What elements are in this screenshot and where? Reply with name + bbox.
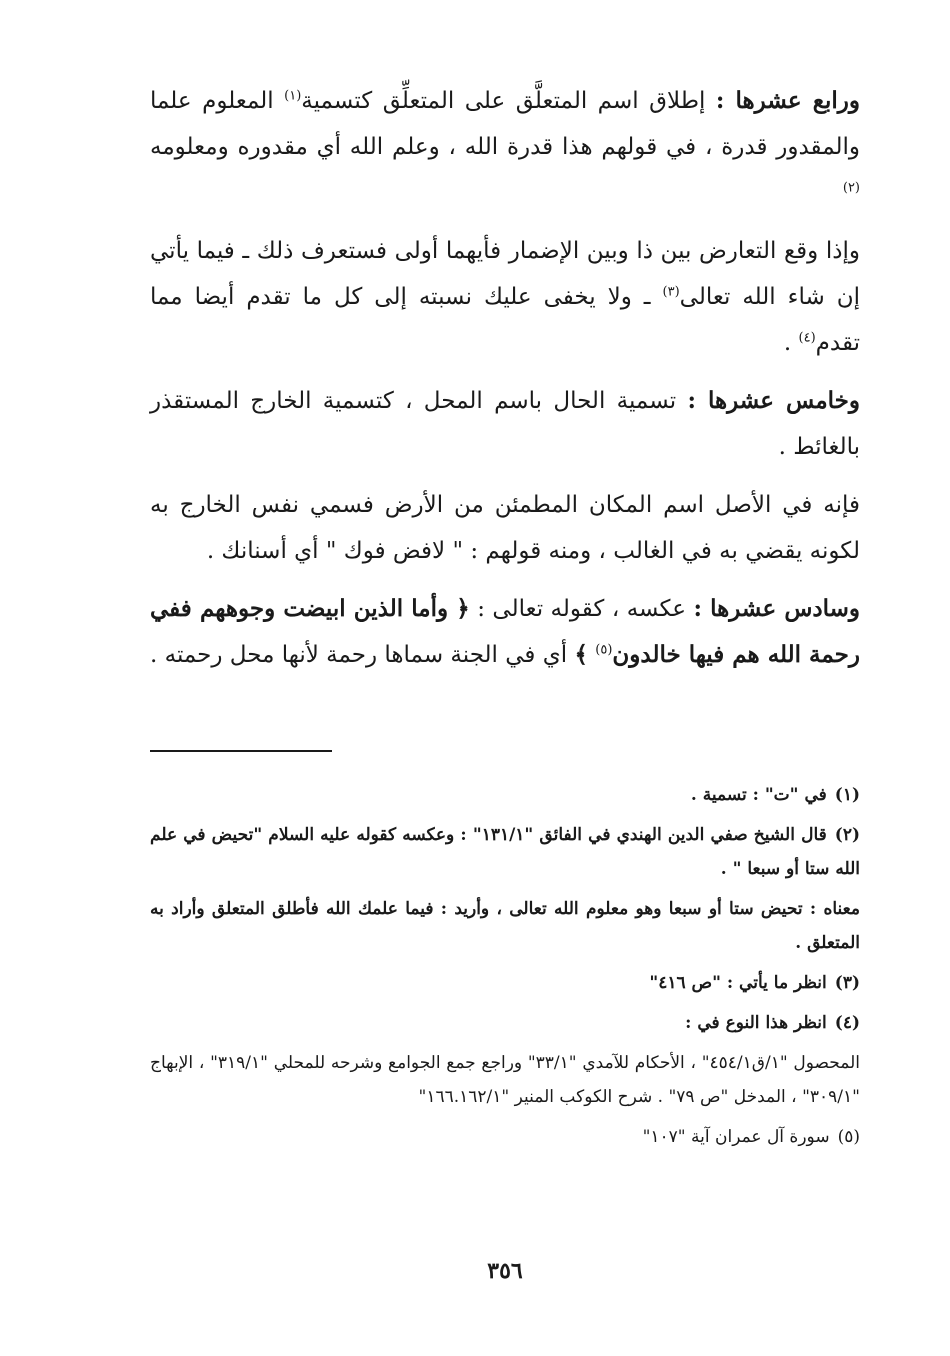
footnote-1 — [150, 778, 860, 812]
paragraph-text: وإذا وقع التعارض بين ذا وبين الإضمار فأيهما أولى فستعرف ذلك ـ فيما يأتي إن شاء الله تعالى — [150, 238, 860, 310]
footnote-ref: (٥) — [595, 642, 613, 658]
footnote-3 — [150, 966, 860, 1000]
footnote-text: في "ت" : تسمية . — [690, 785, 827, 805]
paragraph-1 — [150, 78, 860, 216]
footnote-divider — [150, 750, 332, 752]
footnote-ref: (٢) — [842, 180, 860, 196]
footnote-text: انظر هذا النوع في : — [685, 1013, 827, 1033]
quran-quote: ﴿ وأما الذين ابيضت وجوههم ففي رحمة الله هم فيها خالدون — [150, 595, 860, 668]
footnote-number: (١) — [834, 785, 860, 805]
section-lead: وخامس عشرها : — [687, 387, 860, 414]
footnote-number: (٣) — [834, 973, 860, 993]
footnote-5 — [150, 1120, 860, 1154]
footnote-2-continued — [150, 892, 860, 960]
paragraph-4 — [150, 482, 860, 574]
paragraph-text: ـ ولا يخفى عليك نسبته إلى كل ما تقدم أيضا مما تقدم — [150, 284, 860, 356]
footnote-text: قال الشيخ صفي الدين الهندي في الفائق "١٣١/١" : وعكسه كقوله عليه السلام "تحيض في علم الله ستا أو سبعا " . — [150, 825, 860, 879]
footnote-ref: (٤) — [798, 330, 816, 346]
paragraph-text: عكسه ، كقوله تعالى : — [477, 596, 686, 622]
paragraph-5 — [150, 586, 860, 678]
footnote-2 — [150, 818, 860, 886]
paragraph-text: . — [783, 330, 799, 356]
paragraph-text: إطلاق اسم المتعلَّق على المتعلِّق كتسمية — [301, 88, 706, 114]
footnote-text: المحصول "١/ق٤٥٤/١" ، الأحكام للآمدي "٣٣/١" وراجع جمع الجوامع وشرحه للمحلي "٣١٩/١" ، الإبهاج "٣٠٩/١" ، المدخل "ص ٧٩" . شرح الكوكب المنير "١٦٦.١٦٢/١" — [150, 1053, 860, 1107]
paragraph-text: أي في الجنة سماها رحمة لأنها محل رحمته . — [149, 642, 575, 668]
footnote-4-sources — [150, 1046, 860, 1114]
section-lead: ورابع عشرها : — [715, 87, 861, 114]
section-lead: وسادس عشرها : — [693, 595, 861, 622]
paragraph-text: تسمية الحال باسم المحل ، كتسمية الخارج المستقذر بالغائط . — [150, 388, 860, 460]
footnote-text: سورة آل عمران آية "١٠٧" — [642, 1127, 830, 1147]
footnote-text: انظر ما يأتي : "ص ٤١٦" — [649, 973, 827, 993]
page-number: ٣٥٦ — [487, 1258, 523, 1284]
footnote-4 — [150, 1006, 860, 1040]
footnotes — [150, 778, 860, 1160]
paragraph-text: المعلوم علما والمقدور قدرة ، في قولهم هذا قدرة الله ، وعلم الله أي مقدوره ومعلومه — [150, 88, 860, 160]
paragraph-text: فإنه في الأصل اسم المكان المطمئن من الأرض فسمي نفس الخارج به لكونه يقضي به في الغالب ، ومنه قولهم : " لافض فوك " أي أسنانك . — [150, 492, 860, 564]
footnote-ref: (٣) — [662, 284, 680, 300]
footnote-number: (٢) — [834, 825, 860, 845]
quran-quote-end: ﴾ — [574, 641, 588, 668]
footnote-number: (٥) — [837, 1127, 860, 1147]
paragraph-2 — [150, 228, 860, 366]
paragraph-3 — [150, 378, 860, 470]
footnote-ref: (١) — [284, 88, 302, 104]
footnote-text: معناه : تحيض ستا أو سبعا وهو معلوم الله تعالى ، وأريد : فيما علمك الله فأطلق المتعلق وأراد به المتعلق . — [150, 899, 860, 953]
page-body — [149, 78, 861, 1284]
footnote-number: (٤) — [834, 1013, 860, 1033]
